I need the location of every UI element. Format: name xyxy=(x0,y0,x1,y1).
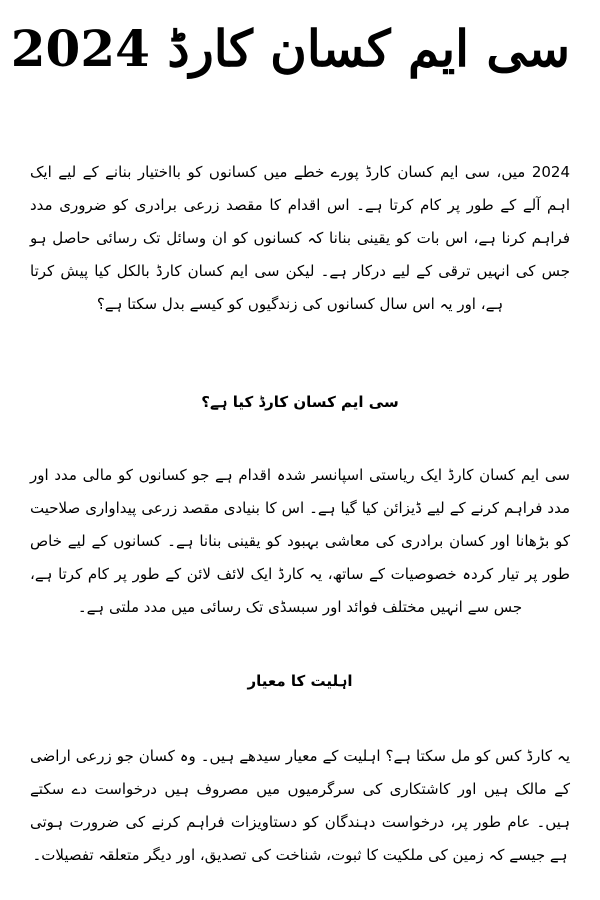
section-body-eligibility: یہ کارڈ کس کو مل سکتا ہے؟ اہلیت کے معیار سیدھے ہیں۔ وہ کسان جو زرعی اراضی کے مالک ہیں اور کاشتکاری کی سرگرمیوں میں مصروف ہیں درخواست دے سکتے ہیں۔ عام طور پر، درخواست دہندگان کو دستاویزات فراہم کرنے کی ضرورت ہوتی ہے جیسے کہ زمین کی ملکیت کا ثبوت، شناخت کی تصدیق، اور دیگر متعلقہ تفصیلات۔ xyxy=(30,747,570,864)
section-body-what-is-card: سی ایم کسان کارڈ ایک ریاستی اسپانسر شدہ اقدام ہے جو کسانوں کو مالی مدد اور مدد فراہم کرنے کے لیے ڈیزائن کیا گیا ہے۔ اس کا بنیادی مقصد زرعی پیداواری صلاحیت کو بڑھانا اور کسان برادری کی معاشی بہبود کو یقینی بنانا ہے۔ کسانوں کے لیے خاص طور پر تیار کردہ خصوصیات کے ساتھ، یہ کارڈ ایک لائف لائن کے طور پر کام کرتا ہے، جس سے انہیں مختلف فوائد اور سبسڈی تک رسائی میں مدد ملتی ہے۔ xyxy=(30,466,570,616)
page-title: سی ایم کسان کارڈ 2024 xyxy=(10,19,570,78)
section-heading-what-is-card: سی ایم کسان کارڈ کیا ہے؟ xyxy=(201,393,399,411)
intro-paragraph: 2024 میں، سی ایم کسان کارڈ پورے خطے میں کسانوں کو بااختیار بنانے کے لیے ایک اہم آلے کے طور پر کام کرتا ہے۔ اس اقدام کا مقصد زرعی برادری کو ضروری مدد فراہم کرنا ہے، اس بات کو یقینی بنانا کہ کسانوں کو ان وسائل تک رسائی حاصل ہو جس کی انہیں ترقی کے لیے درکار ہے۔ لیکن سی ایم کسان کارڈ بالکل کیا پیش کرتا ہے، اور یہ اس سال کسانوں کی زندگیوں کو کیسے بدل سکتا ہے؟ xyxy=(30,163,570,313)
section-heading-eligibility: اہلیت کا معیار xyxy=(247,672,353,690)
